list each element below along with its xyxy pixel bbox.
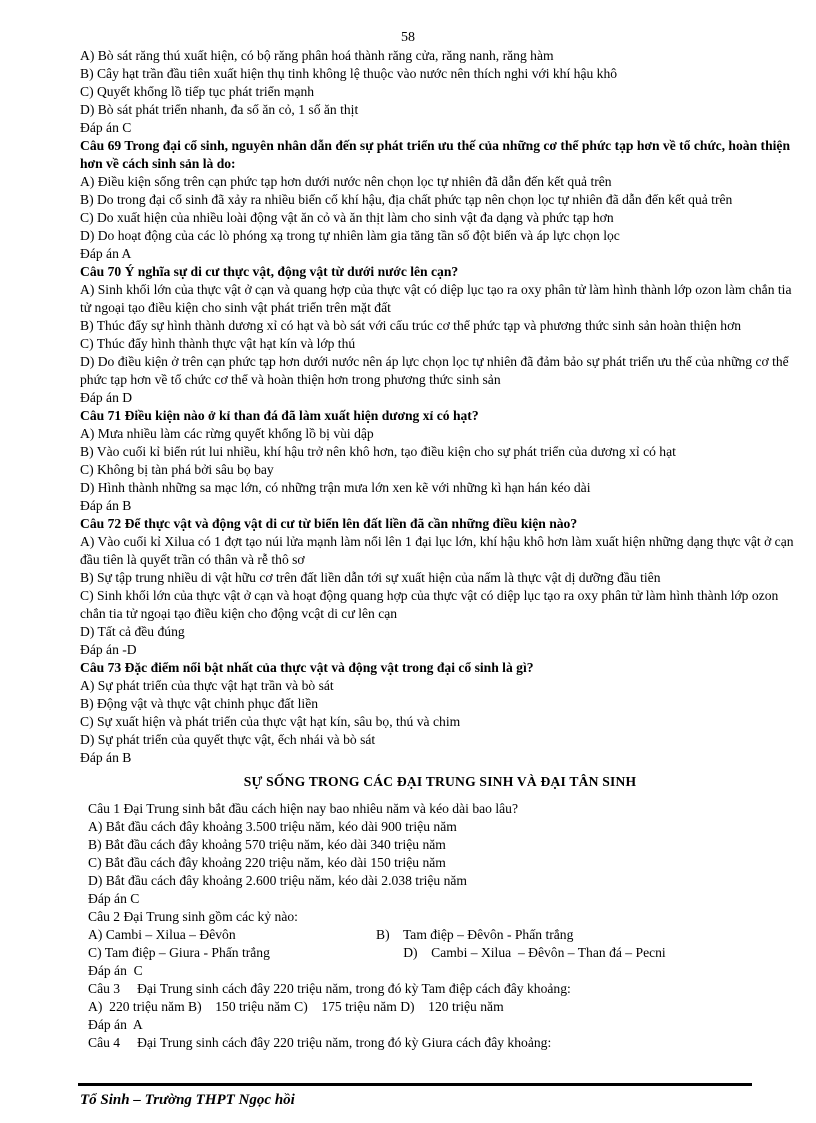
- text-line: Đáp án A: [80, 246, 132, 261]
- text-line: A) Điều kiện sống trên cạn phức tạp hơn dưới nước nên chọn lọc tự nhiên đã dẫn đến kết quả trên: [80, 174, 612, 189]
- option-right: B) Tam điệp – Đêvôn - Phấn trắng: [376, 927, 574, 942]
- text-line: A) Sinh khối lớn của thực vật ở cạn và quang hợp của thực vật có diệp lục tạo ra oxy phân tử làm hình thành lớp ozon làm chắn tia tử ngoại tạo điều kiện cho sinh vật phát triển trên mặt đất: [80, 282, 792, 315]
- text-line: B) Bắt đầu cách đây khoảng 570 triệu năm, kéo dài 340 triệu năm: [88, 837, 446, 852]
- text-line: Đáp án -D: [80, 642, 137, 657]
- text-line: C) Do xuất hiện của nhiều loài động vật ăn cỏ và ăn thịt làm cho sinh vật đa dạng và phức tạp hơn: [80, 210, 614, 225]
- text-line: B) Động vật và thực vật chinh phục đất liền: [80, 696, 319, 711]
- text-line: C) Sự xuất hiện và phát triển của thực vật hạt kín, sâu bọ, thú và chim: [80, 714, 461, 729]
- text-line: Đáp án C: [80, 120, 132, 135]
- text-line: Câu 3 Đại Trung sinh cách đây 220 triệu năm, trong đó kỳ Tam điệp cách đây khoảng:: [88, 981, 571, 996]
- text-line: Đáp án B: [80, 498, 132, 513]
- text-line: Câu 4 Đại Trung sinh cách đây 220 triệu năm, trong đó kỳ Giura cách đây khoảng:: [88, 1035, 552, 1050]
- text-line: D) Bắt đầu cách đây khoảng 2.600 triệu năm, kéo dài 2.038 triệu năm: [88, 873, 468, 888]
- text-line: Câu 69 Trong đại cổ sinh, nguyên nhân dẫn đến sự phát triển ưu thế của những cơ thể phức tạp hơn về tổ chức, hoàn thiện hơn về cách sinh sản là do:: [80, 138, 791, 171]
- text-line: Đáp án C: [88, 891, 140, 906]
- text-line: A) Bắt đầu cách đây khoảng 3.500 triệu năm, kéo dài 900 triệu năm: [88, 819, 457, 834]
- text-line: A) Bò sát răng thú xuất hiện, có bộ răng phân hoá thành răng cửa, răng nanh, răng hàm: [80, 48, 554, 63]
- section-title: SỰ SỐNG TRONG CÁC ĐẠI TRUNG SINH VÀ ĐẠI TÂN SINH: [243, 774, 637, 789]
- text-line: D) Do hoạt động của các lò phóng xạ trong tự nhiên làm gia tăng tần số đột biến và áp lực chọn lọc: [80, 228, 620, 243]
- text-line: Câu 70 Ý nghĩa sự di cư thực vật, động vật từ dưới nước lên cạn?: [80, 264, 459, 279]
- option-left: C) Tam điệp – Giura - Phấn trắng: [88, 945, 270, 960]
- text-line: B) Sự tập trung nhiều di vật hữu cơ trên đất liền dẫn tới sự xuất hiện của nấm là thực vật dị dưỡng đầu tiên: [80, 570, 661, 585]
- text-line: Câu 72 Để thực vật và động vật di cư từ biển lên đất liền đã cần những điều kiện nào?: [80, 516, 578, 531]
- text-line: A) Sự phát triển của thực vật hạt trần và bò sát: [80, 678, 334, 693]
- text-line: D) Do điều kiện ở trên cạn phức tạp hơn dưới nước nên áp lực chọn lọc tự nhiên đã đảm bảo sự phát triển ưu thế của những cơ thể phức tạp hơn về tổ chức cơ thể và hoàn thiện hơn trong phương thức sinh sản: [80, 354, 789, 387]
- option-row: [88, 926, 800, 944]
- text-line: B) Do trong đại cổ sinh đã xảy ra nhiều biến cố khí hậu, địa chất phức tạp nên chọn lọc tự nhiên đã dẫn đến kết quả trên: [80, 192, 733, 207]
- text-line: Đáp án C: [88, 963, 143, 978]
- page-number: 58: [401, 30, 415, 45]
- text-line: Câu 2 Đại Trung sinh gồm các kỷ nào:: [88, 909, 298, 924]
- text-line: A) Mưa nhiều làm các rừng quyết khổng lồ bị vùi dập: [80, 426, 374, 441]
- option-left: A) Cambi – Xilua – Đêvôn: [88, 927, 236, 942]
- question-block-mesozoic: [80, 800, 800, 1052]
- text-line: A) Vào cuối kỉ Xilua có 1 đợt tạo núi lửa mạnh làm nổi lên 1 đại lục lớn, khí hậu khô hơn làm xuất hiện những dạng thực vật ở cạn đầu tiên là quyết trần có thân và rễ thô sơ: [80, 534, 794, 567]
- text-line: Đáp án B: [80, 750, 132, 765]
- text-line: Đáp án A: [88, 1017, 143, 1032]
- text-line: Câu 73 Đặc điểm nổi bật nhất của thực vật và động vật trong đại cổ sinh là gì?: [80, 660, 534, 675]
- text-line: C) Sinh khối lớn của thực vật ở cạn và hoạt động quang hợp của thực vật có diệp lục tạo ra oxy phân tử làm hình thành lớp ozon chắn tia tử ngoại tạo điều kiện cho động vcật di cư lên cạn: [80, 588, 779, 621]
- text-line: B) Thúc đẩy sự hình thành dương xỉ có hạt và bò sát với cấu trúc cơ thể phức tạp và phương thức sinh sản hoàn thiện hơn: [80, 318, 742, 333]
- text-line: C) Bắt đầu cách đây khoảng 220 triệu năm, kéo dài 150 triệu năm: [88, 855, 446, 870]
- question-block-paleozoic: [80, 47, 800, 767]
- option-row: [88, 944, 800, 962]
- text-line: B) Cây hạt trần đầu tiên xuất hiện thụ tinh không lệ thuộc vào nước nên thích nghi với khí hậu khô: [80, 66, 618, 81]
- text-line: D) Bò sát phát triển nhanh, đa số ăn cỏ, 1 số ăn thịt: [80, 102, 359, 117]
- text-line: A) 220 triệu năm B) 150 triệu năm C) 175 triệu năm D) 120 triệu năm: [88, 999, 504, 1014]
- text-line: D) Sự phát triển của quyết thực vật, ếch nhái và bò sát: [80, 732, 376, 747]
- text-line: C) Thúc đẩy hình thành thực vật hạt kín và lớp thú: [80, 336, 356, 351]
- footer-rule: [78, 1083, 752, 1086]
- text-line: C) Quyết khổng lồ tiếp tục phát triển mạnh: [80, 84, 315, 99]
- text-line: Câu 71 Điều kiện nào ở kỉ than đá đã làm xuất hiện dương xỉ có hạt?: [80, 408, 479, 423]
- text-line: Đáp án D: [80, 390, 133, 405]
- footer-text: Tổ Sinh – Trường THPT Ngọc hồi: [80, 1092, 295, 1108]
- option-right: D) Cambi – Xilua – Đêvôn – Than đá – Pecni: [376, 945, 666, 960]
- text-line: C) Không bị tàn phá bởi sâu bọ bay: [80, 462, 274, 477]
- text-line: D) Hình thành những sa mạc lớn, có những trận mưa lớn xen kẽ với những kì hạn hán kéo dài: [80, 480, 591, 495]
- text-line: Câu 1 Đại Trung sinh bắt đầu cách hiện nay bao nhiêu năm và kéo dài bao lâu?: [88, 801, 518, 816]
- document-body: [80, 47, 800, 1052]
- text-line: D) Tất cả đều đúng: [80, 624, 185, 639]
- text-line: B) Vào cuối kỉ biển rút lui nhiều, khí hậu trở nên khô hơn, tạo điều kiện cho sự phát triển của dương xỉ có hạt: [80, 444, 676, 459]
